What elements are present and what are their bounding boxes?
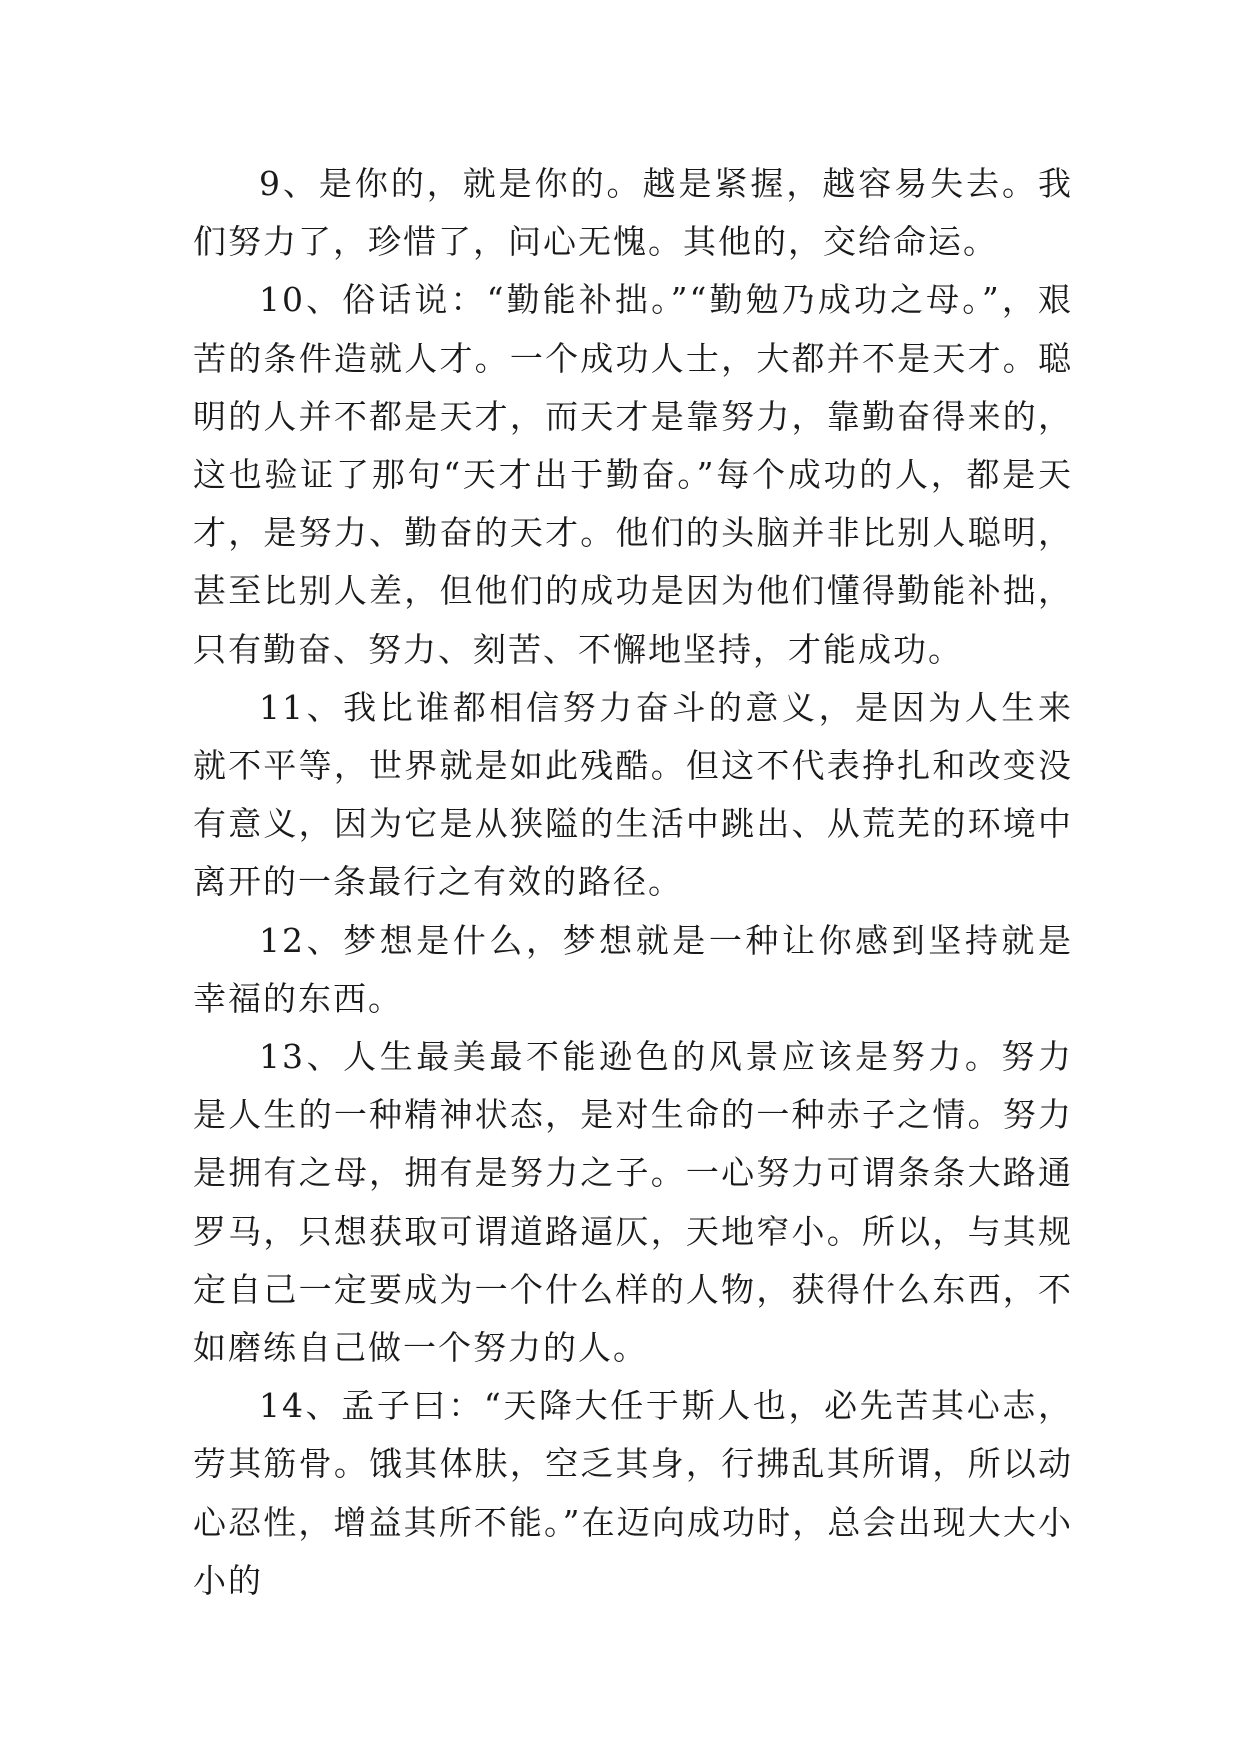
paragraph-10: 10、俗话说：“勤能补拙。”“勤勉乃成功之母。”，艰苦的条件造就人才。一个成功人士，大都并不是天才。聪明的人并不都是天才，而天才是靠努力，靠勤奋得来的，这也验证了那句“天才出于勤奋。”每个成功的人，都是天才，是努力、勤奋的天才。他们的头脑并非比别人聪明，甚至比别人差，但他们的成功是因为他们懂得勤能补拙，只有勤奋、努力、刻苦、不懈地坚持，才能成功。: [193, 280, 1073, 669]
paragraph-12: 12、梦想是什么，梦想就是一种让你感到坚持就是幸福的东西。: [193, 920, 1073, 1018]
paragraph-11: 11、我比谁都相信努力奋斗的意义，是因为人生来就不平等，世界就是如此残酷。但这不代表挣扎和改变没有意义，因为它是从狭隘的生活中跳出、从荒芜的环境中离开的一条最行之有效的路径。: [193, 687, 1073, 902]
document-body: [193, 155, 1073, 1610]
paragraph-9: 9、是你的，就是你的。越是紧握，越容易失去。我们努力了，珍惜了，问心无愧。其他的，交给命运。: [193, 164, 1073, 262]
paragraph-14: 14、孟子曰：“天降大任于斯人也，必先苦其心志，劳其筋骨。饿其体肤，空乏其身，行拂乱其所谓，所以动心忍性，增益其所不能。”在迈向成功时，总会出现大大小小的: [193, 1386, 1073, 1600]
paragraph-13: 13、人生最美最不能逊色的风景应该是努力。努力是人生的一种精神状态，是对生命的一种赤子之情。努力是拥有之母，拥有是努力之子。一心努力可谓条条大路通罗马，只想获取可谓道路逼仄，天地窄小。所以，与其规定自己一定要成为一个什么样的人物，获得什么东西，不如磨练自己做一个努力的人。: [193, 1037, 1073, 1368]
